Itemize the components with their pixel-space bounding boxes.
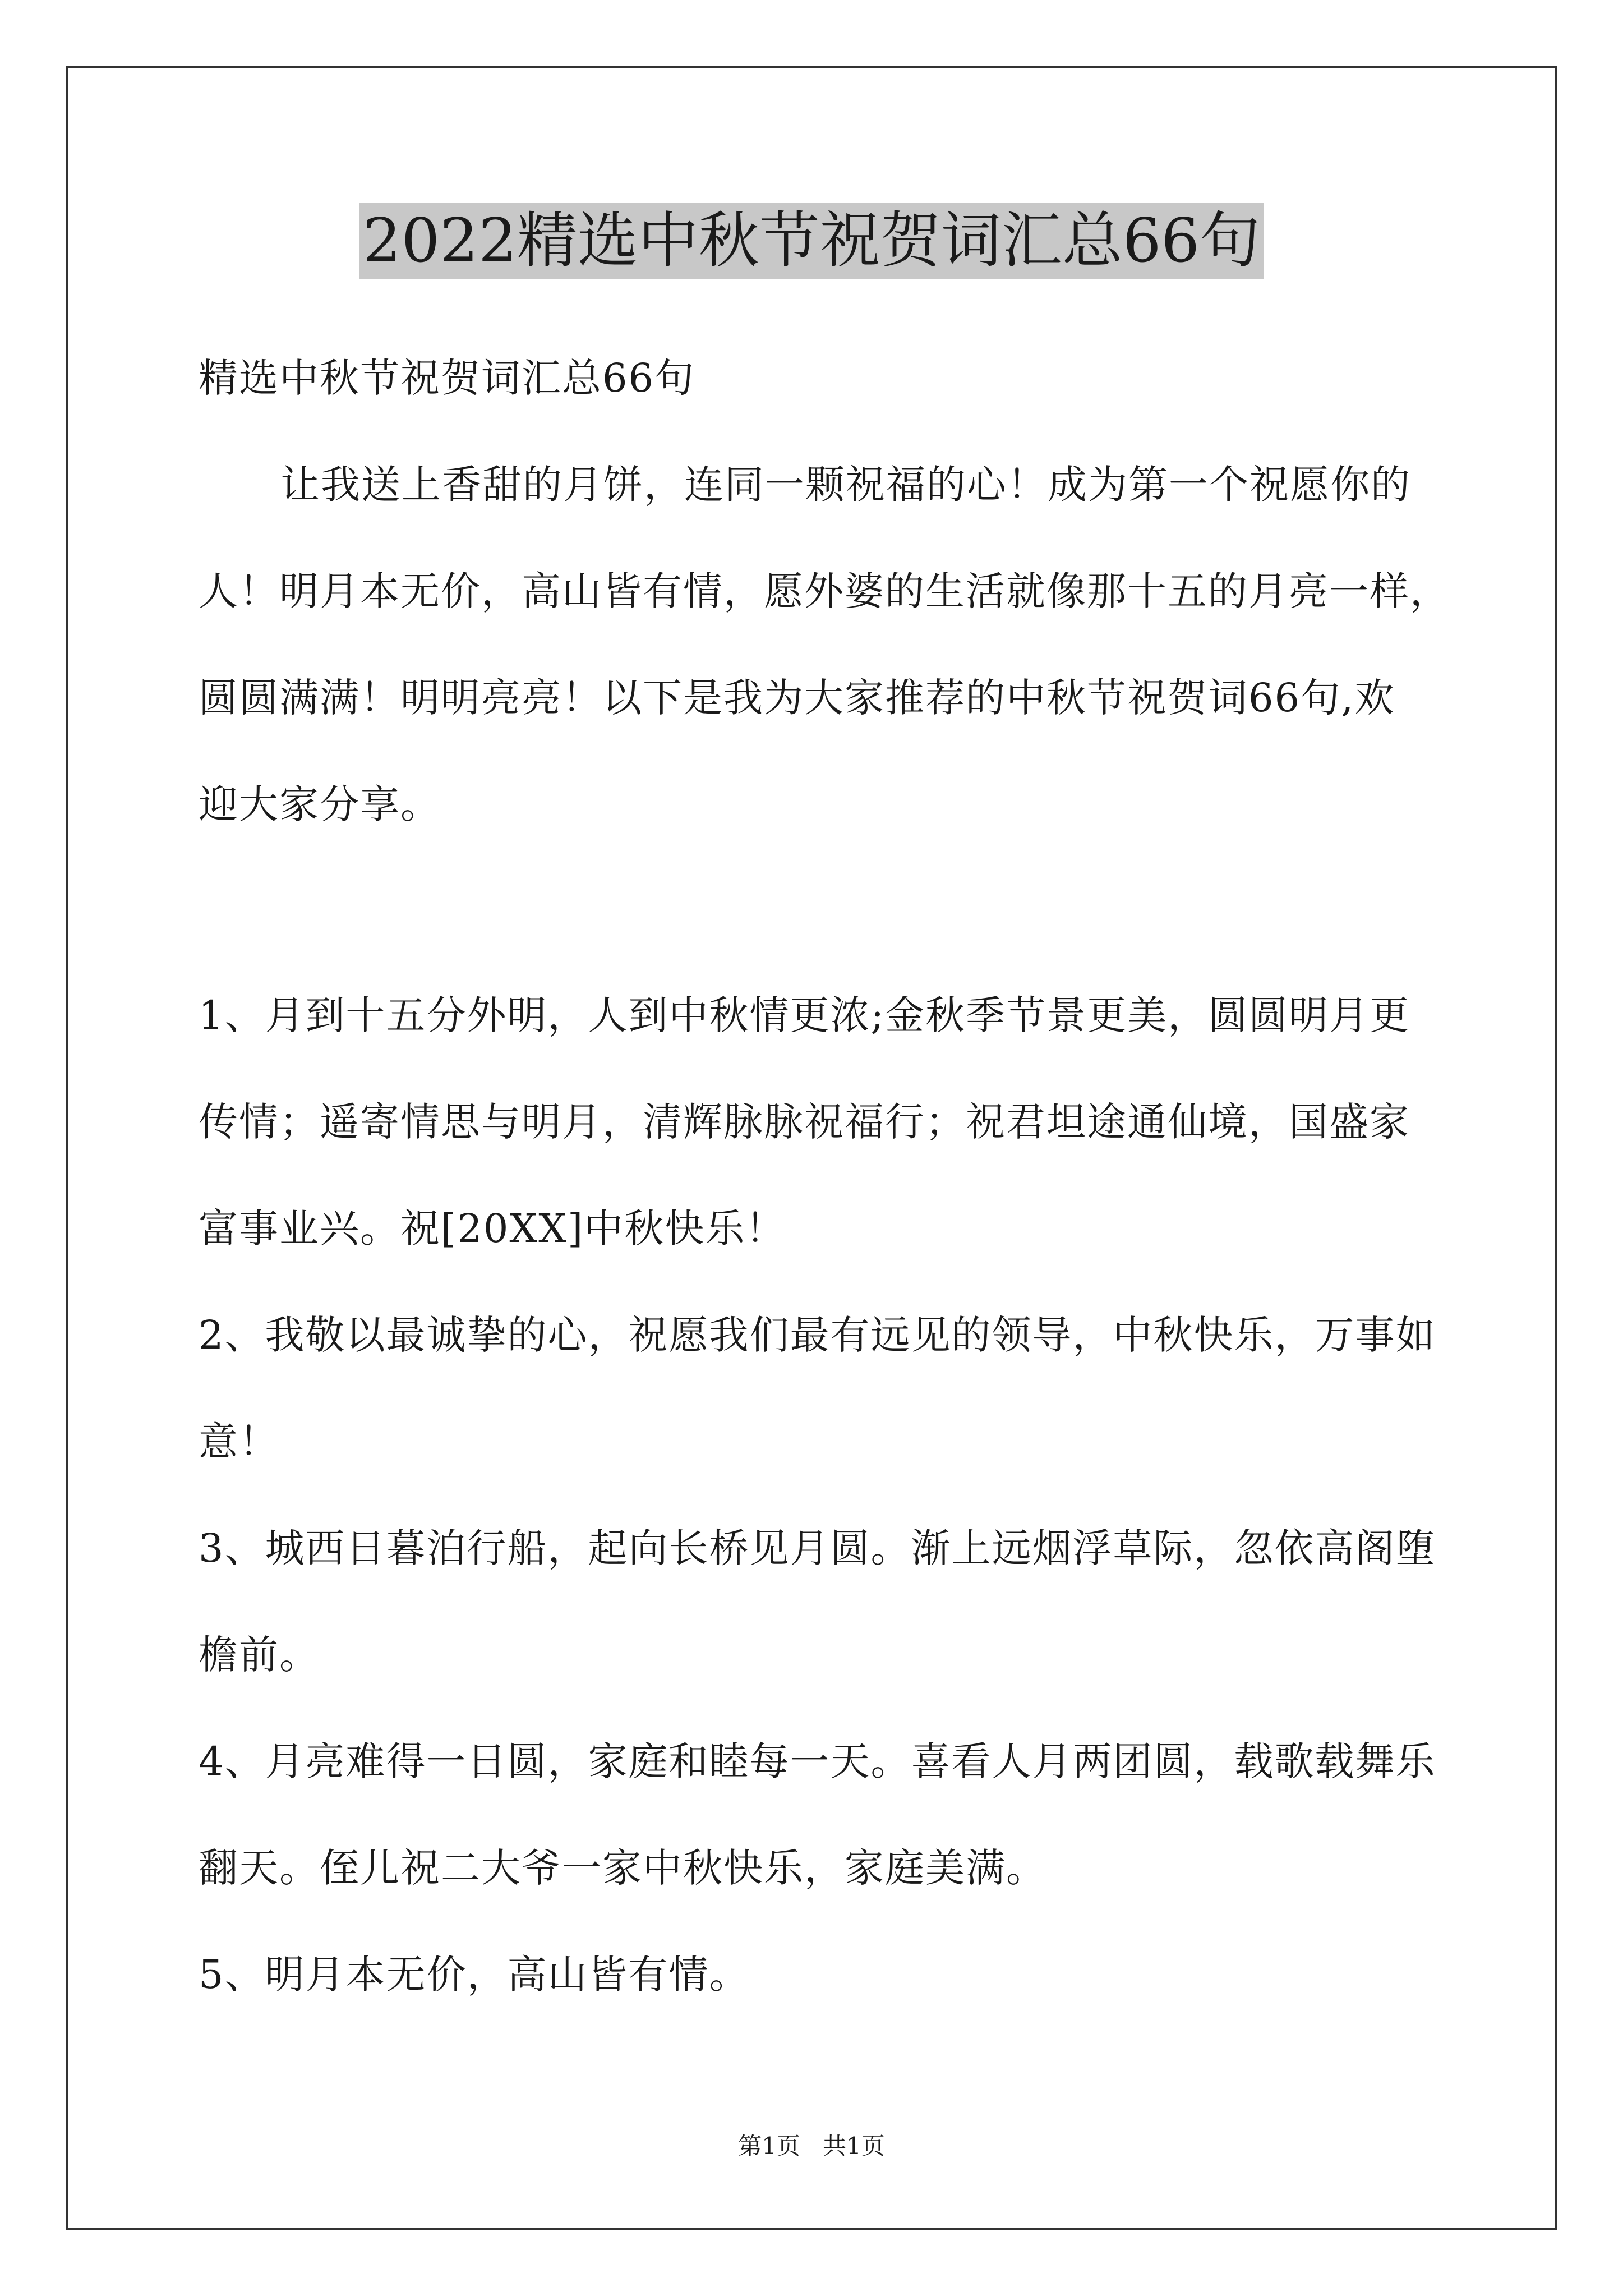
paragraph-line: 1、月到十五分外明，人到中秋情更浓;金秋季节景更美，圆圆明月更 [199, 992, 1410, 1038]
paragraph-line: 檐前。 [199, 1632, 320, 1678]
document-subtitle: 精选中秋节祝贺词汇总66句 [199, 355, 695, 401]
paragraph-line: 让我送上香甜的月饼，连同一颗祝福的心！成为第一个祝愿你的 [280, 462, 1411, 508]
paragraph-line: 圆圆满满！明明亮亮！以下是我为大家推荐的中秋节祝贺词66句,欢 [199, 675, 1395, 721]
paragraph-line: 5、明月本无价，高山皆有情。 [199, 1952, 750, 1998]
paragraph-line: 意！ [199, 1419, 279, 1465]
title-container [0, 203, 1623, 279]
page-footer: 第1页 共1页 [738, 2132, 885, 2160]
paragraph-line: 4、月亮难得一日圆，家庭和睦每一天。喜看人月两团圆，载歌载舞乐 [199, 1738, 1436, 1784]
paragraph-line: 人！明月本无价，高山皆有情，愿外婆的生活就像那十五的月亮一样， [199, 568, 1450, 614]
document-title: 2022精选中秋节祝贺词汇总66句 [359, 203, 1264, 279]
paragraph-line: 迎大家分享。 [199, 781, 441, 827]
paragraph-line: 翻天。侄儿祝二大爷一家中秋快乐，家庭美满。 [199, 1845, 1046, 1891]
paragraph-line: 3、城西日暮泊行船，起向长桥见月圆。渐上远烟浮草际，忽依高阁堕 [199, 1525, 1436, 1571]
paragraph-line: 2、我敬以最诚挚的心，祝愿我们最有远见的领导，中秋快乐，万事如 [199, 1312, 1436, 1358]
paragraph-line: 传情；遥寄情思与明月，清辉脉脉祝福行；祝君坦途通仙境，国盛家 [199, 1099, 1410, 1145]
paragraph-line: 富事业兴。祝[20XX]中秋快乐！ [199, 1205, 786, 1251]
